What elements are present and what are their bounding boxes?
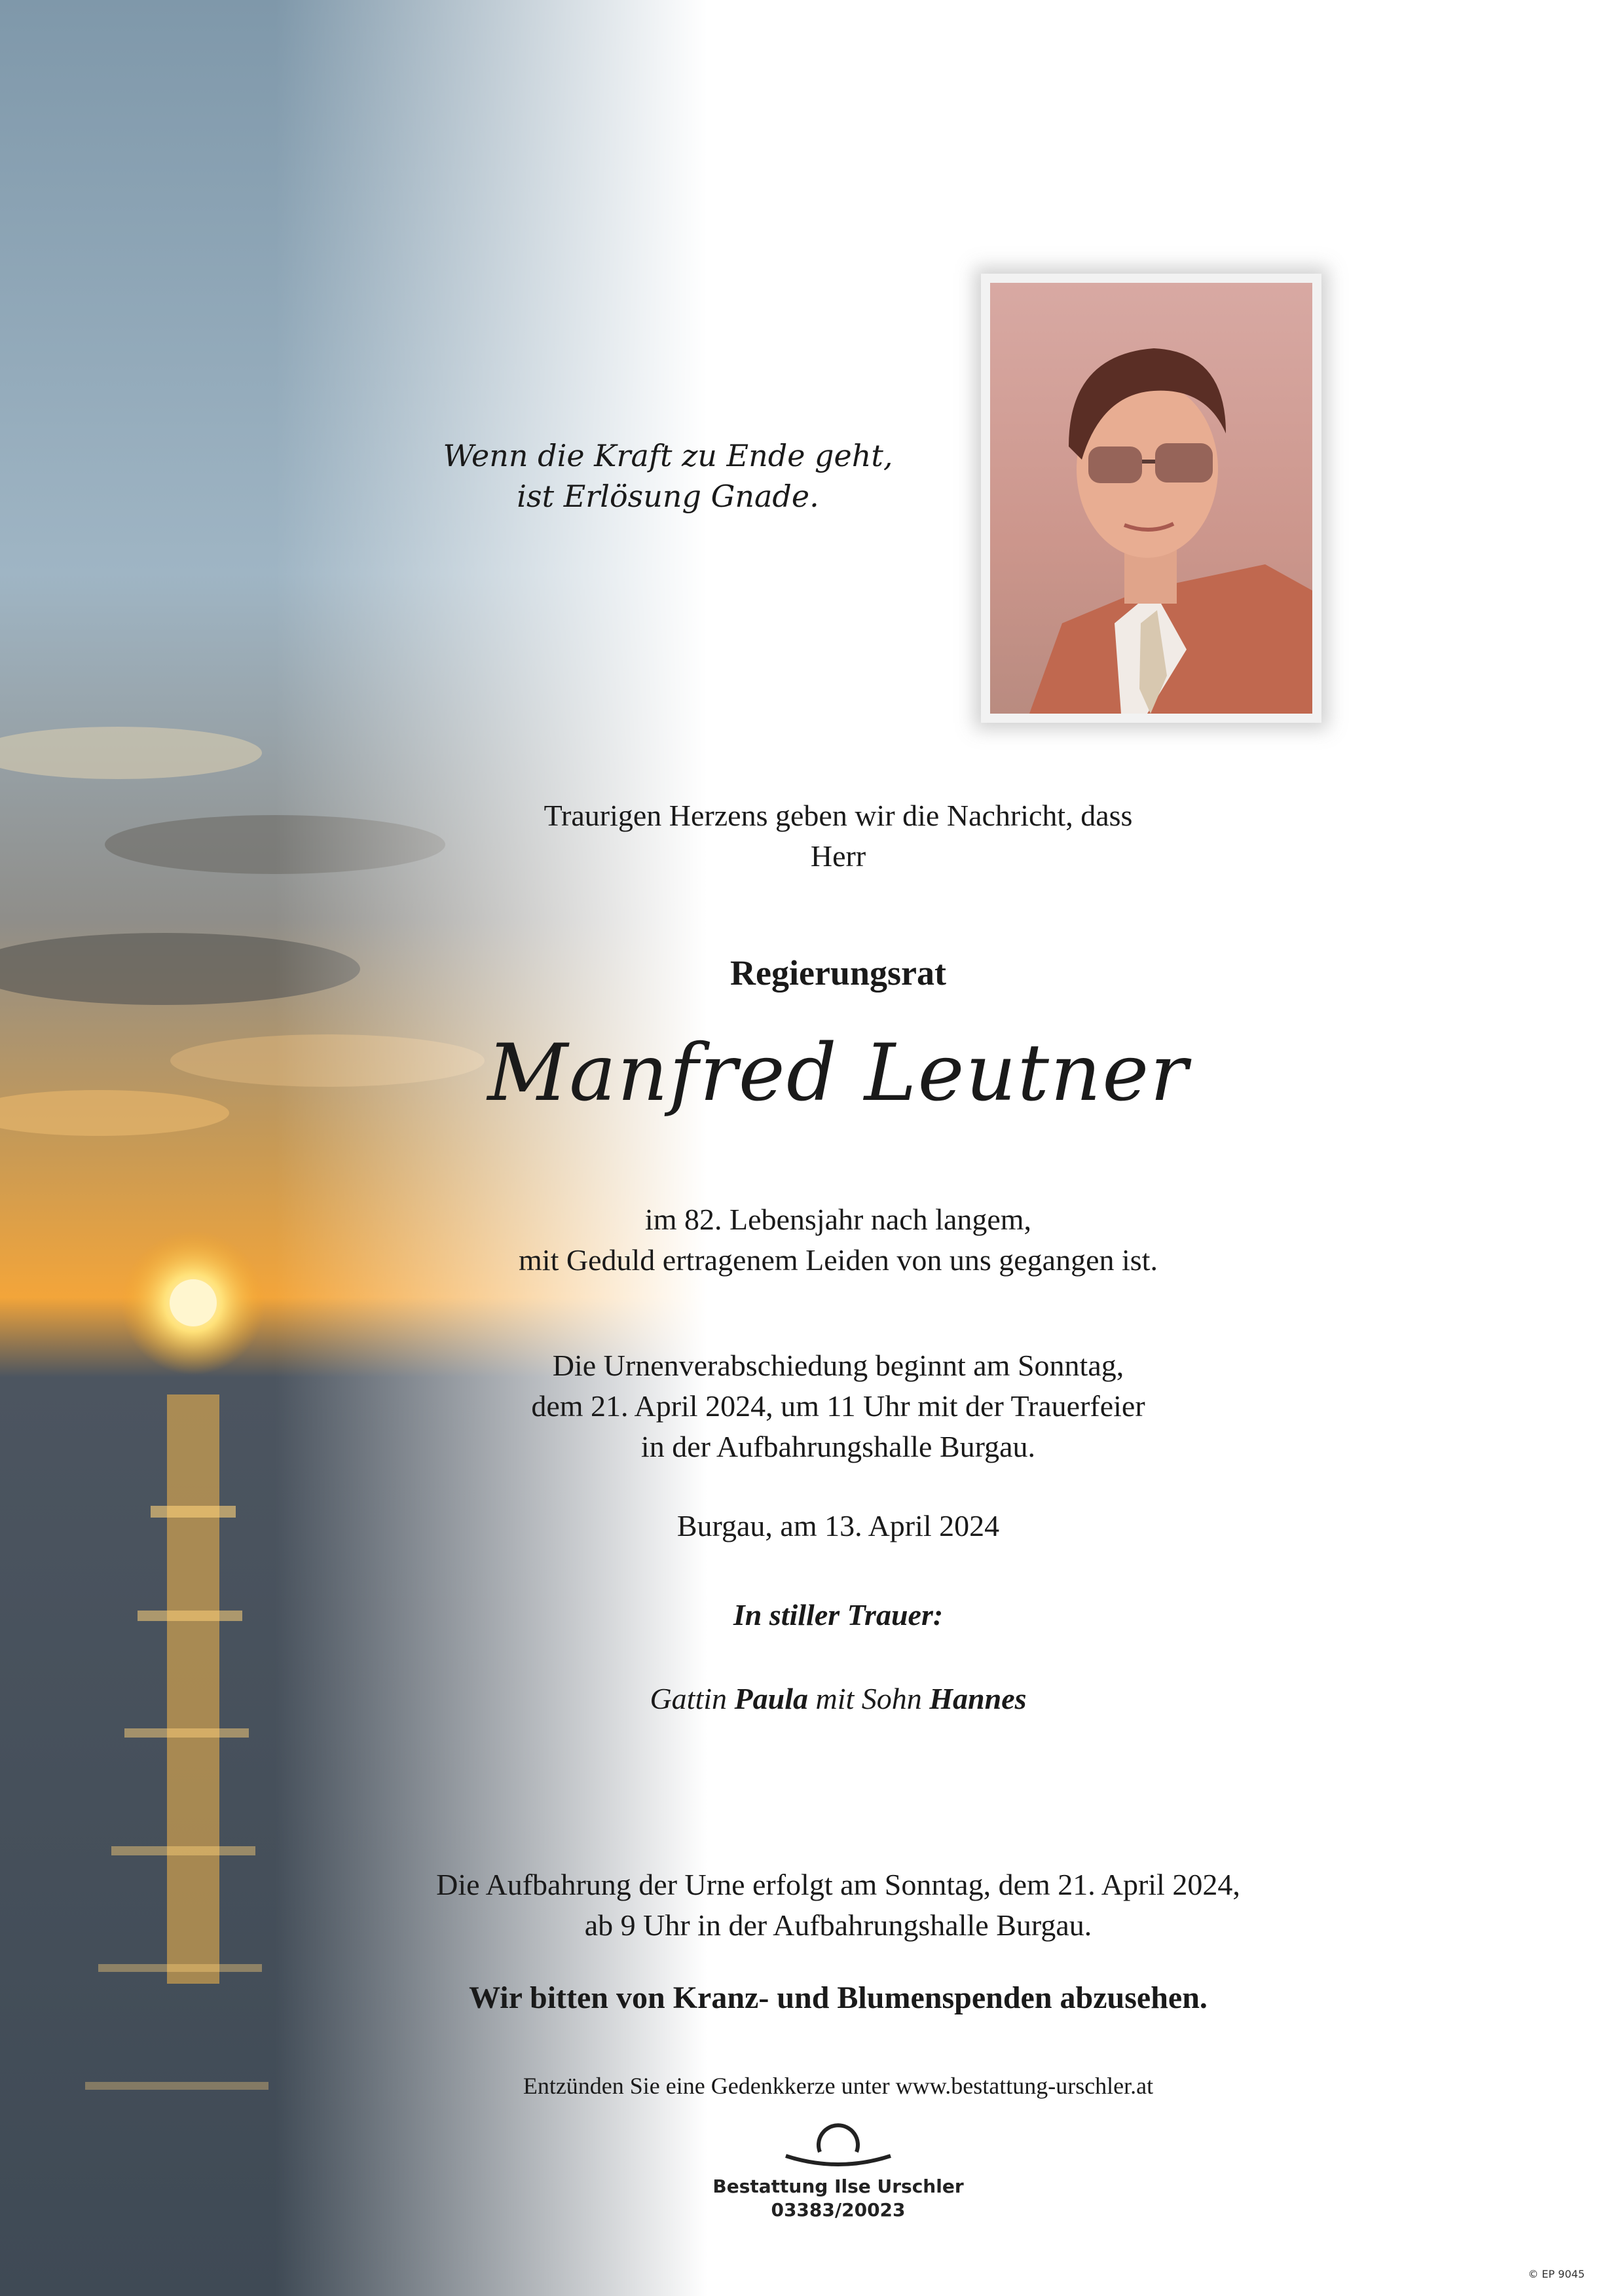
age-line-2: mit Geduld ertragenem Leiden von uns gegangen ist. <box>519 1243 1158 1277</box>
mourner-name-2: Hannes <box>929 1682 1027 1715</box>
viewing-text <box>367 1865 1310 1946</box>
ceremony-line-3: in der Aufbahrungshalle Burgau. <box>640 1430 1036 1463</box>
portrait-photo <box>981 274 1321 723</box>
sunset-sea-background <box>0 0 786 2296</box>
mourning-heading: In stiller Trauer: <box>733 1598 944 1631</box>
mourner-name-1: Paula <box>734 1682 808 1715</box>
mourners-line <box>354 1681 1323 1716</box>
ceremony-line-1: Die Urnenverabschiedung beginnt am Sonntag, <box>552 1349 1124 1382</box>
age-line-1: im 82. Lebensjahr nach langem, <box>644 1203 1032 1236</box>
funeral-home-name: Bestattung Ilse Urschler <box>712 2176 964 2197</box>
mourners-middle: mit Sohn <box>815 1682 922 1715</box>
donation-request: Wir bitten von Kranz- und Blumenspenden abzusehen. <box>469 1980 1208 2015</box>
funeral-home-info <box>655 2175 1022 2222</box>
intro-line-1: Traurigen Herzens geben wir die Nachricht, dass <box>544 799 1133 832</box>
ceremony-line-2: dem 21. April 2024, um 11 Uhr mit der Trauerfeier <box>531 1389 1145 1423</box>
print-code: © EP 9045 <box>1528 2268 1585 2280</box>
motto-quote <box>406 435 930 517</box>
funeral-home-logo-icon <box>779 2118 897 2170</box>
viewing-line-2: ab 9 Uhr in der Aufbahrungshalle Burgau. <box>584 1908 1092 1942</box>
intro-line-2: Herr <box>810 839 866 873</box>
mourners-prefix: Gattin <box>650 1682 728 1715</box>
ceremony-text <box>354 1345 1323 1467</box>
funeral-home-phone: 03383/20023 <box>771 2199 906 2221</box>
memorial-candle-note: Entzünden Sie eine Gedenkkerze unter www.bestattung-urschler.at <box>523 2073 1154 2099</box>
deceased-title: Regierungsrat <box>730 953 946 993</box>
age-text <box>354 1199 1323 1281</box>
motto-line-1: Wenn die Kraft zu Ende geht, <box>443 438 893 473</box>
place-date: Burgau, am 13. April 2024 <box>676 1509 1000 1542</box>
viewing-line-1: Die Aufbahrung der Urne erfolgt am Sonntag, dem 21. April 2024, <box>436 1868 1240 1901</box>
motto-line-2: ist Erlösung Gnade. <box>517 479 819 514</box>
deceased-name: Manfred Leutner <box>487 1028 1189 1119</box>
intro-text <box>354 795 1323 877</box>
